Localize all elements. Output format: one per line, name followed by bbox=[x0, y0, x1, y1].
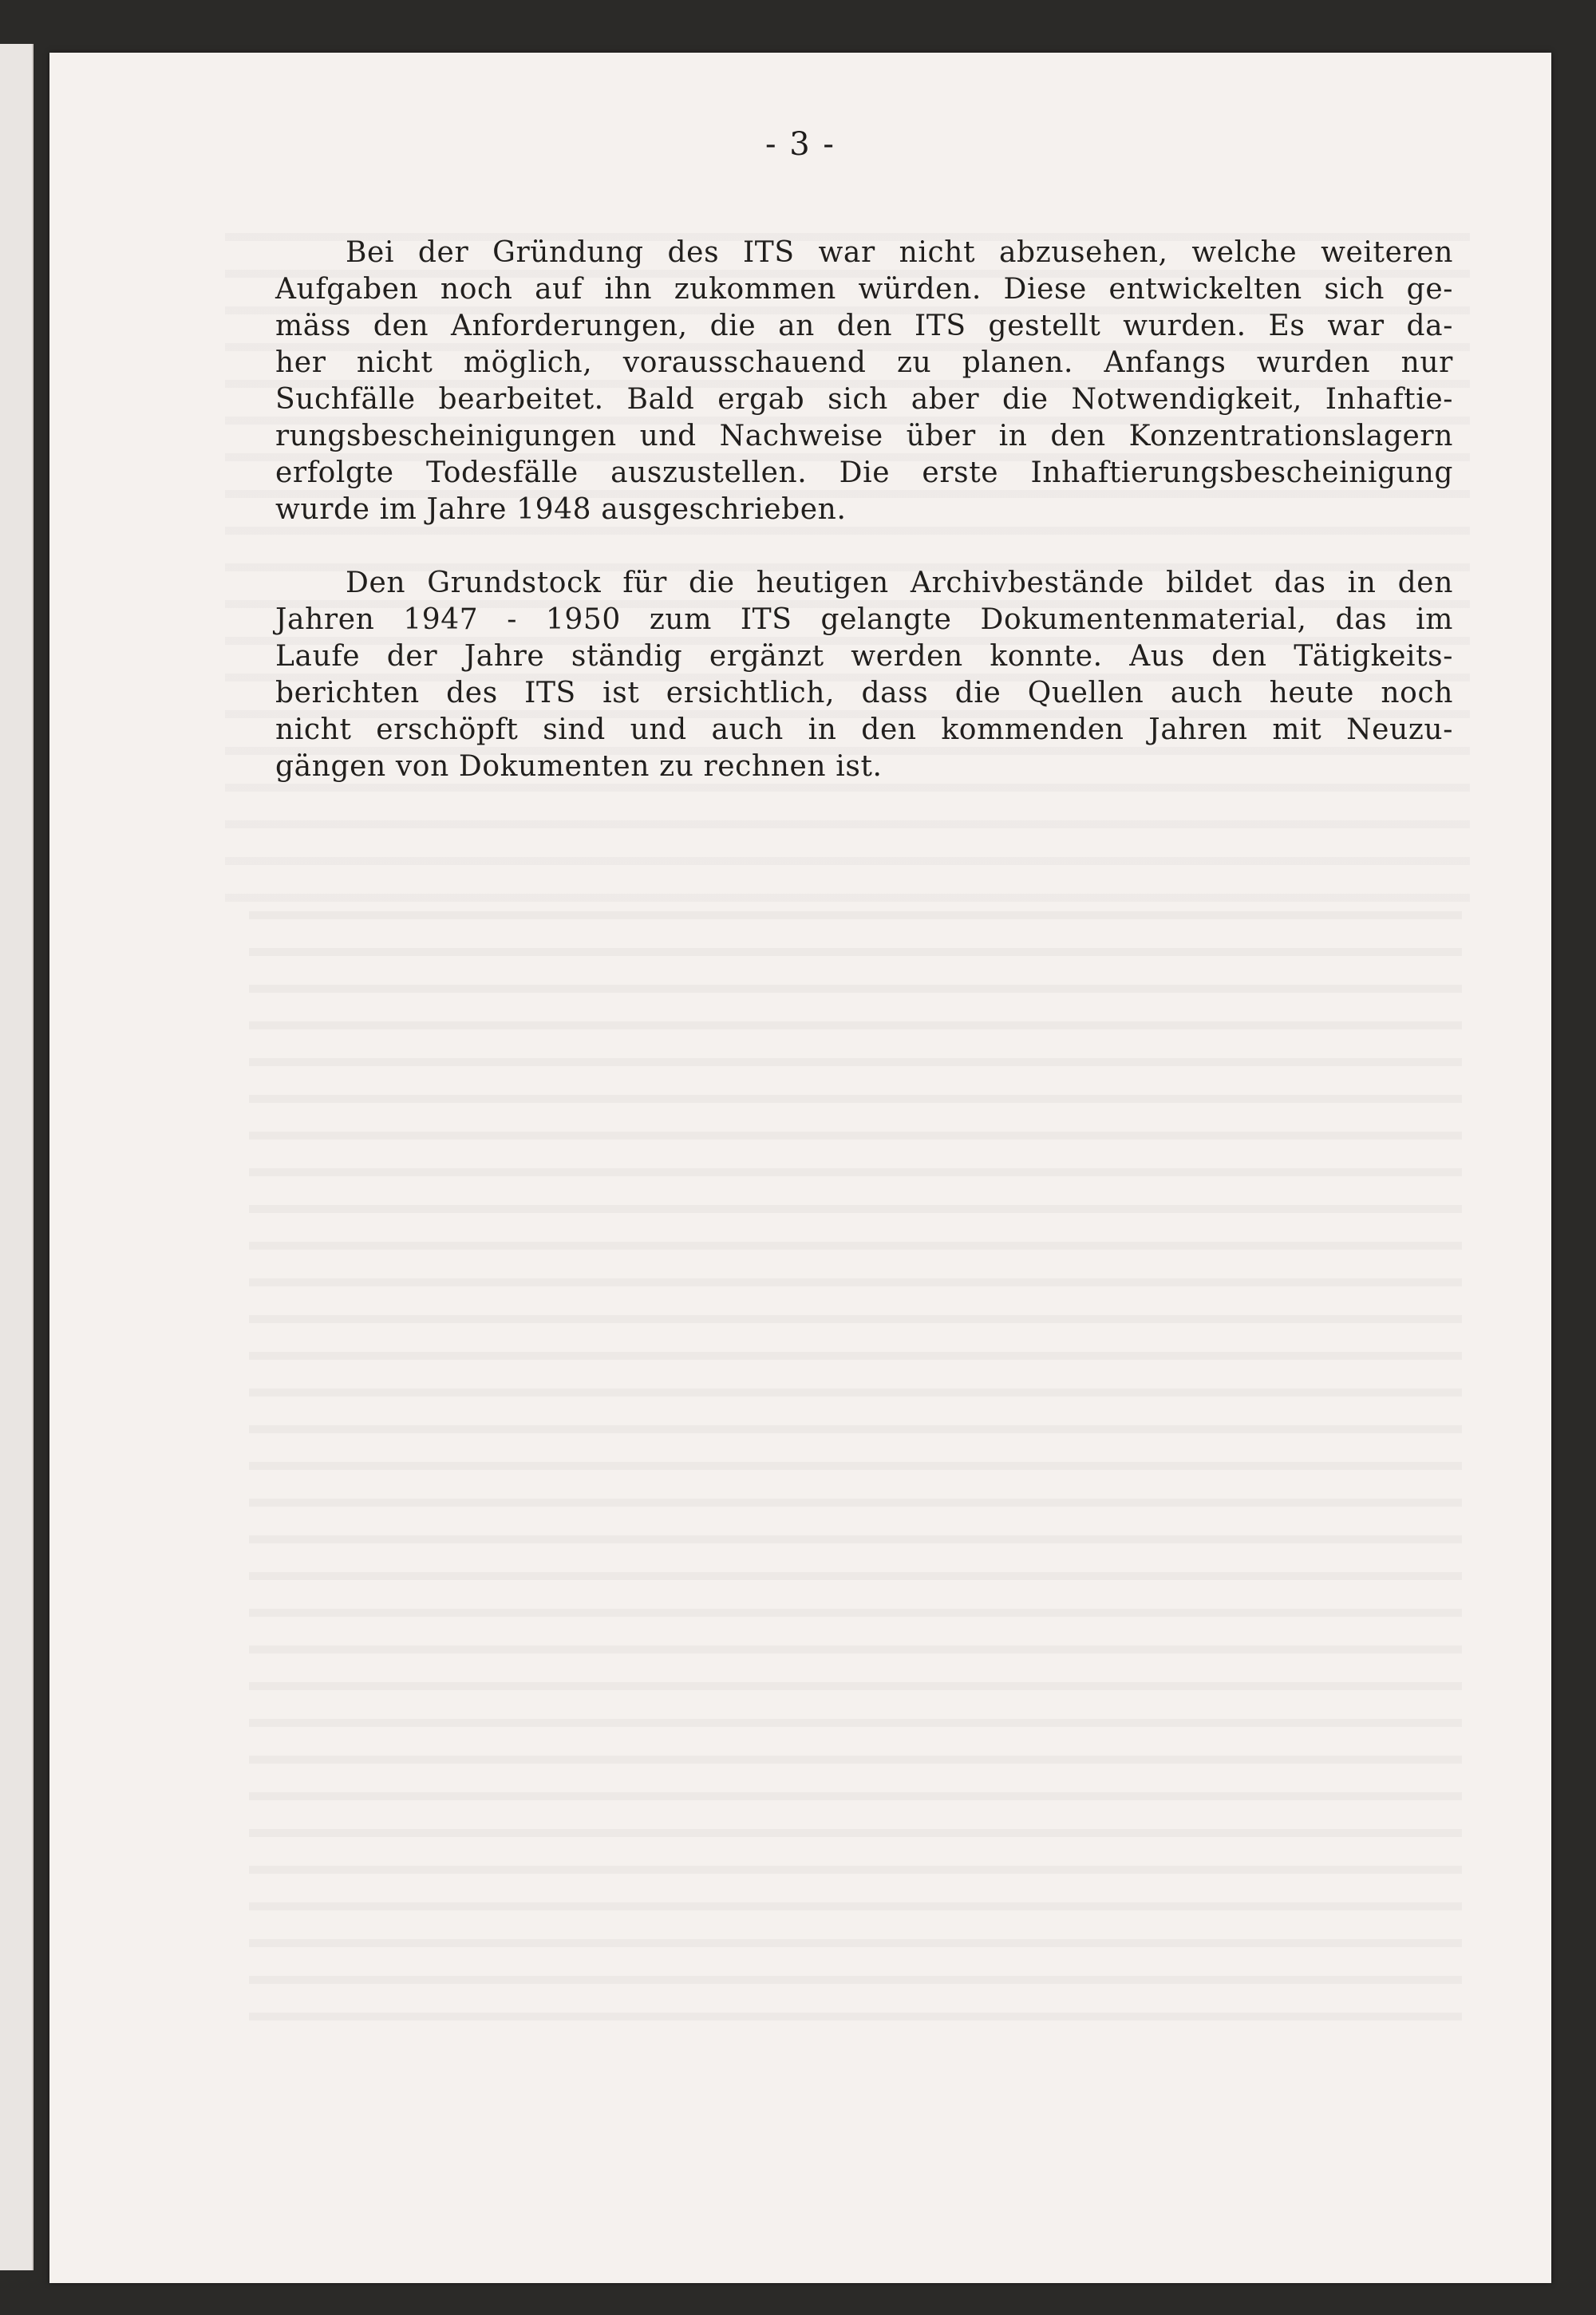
text-line: Aufgaben noch auf ihn zukommen würden. Diese entwickelten sich ge- bbox=[275, 273, 1453, 306]
text-line: mäss den Anforderungen, die an den ITS gestellt wurden. Es war da- bbox=[275, 310, 1453, 342]
text-line: Suchfälle bearbeitet. Bald ergab sich aber die Notwendigkeit, Inhaftie- bbox=[275, 383, 1453, 416]
document-page bbox=[49, 53, 1551, 2283]
page-number: - 3 - bbox=[765, 126, 836, 163]
text-line: erfolgte Todesfälle auszustellen. Die erste Inhaftierungsbescheinigung bbox=[275, 456, 1453, 489]
text-line: her nicht möglich, vorausschauend zu planen. Anfangs wurden nur bbox=[275, 346, 1453, 379]
text-line: gängen von Dokumenten zu rechnen ist. bbox=[275, 750, 883, 783]
paragraph-2 bbox=[275, 565, 1453, 785]
text-line: wurde im Jahre 1948 ausgeschrieben. bbox=[275, 493, 847, 526]
text-line: Den Grundstock für die heutigen Archivbestände bildet das in den bbox=[346, 567, 1453, 599]
bleed-through-text bbox=[249, 891, 1462, 2048]
adjacent-page-edge bbox=[0, 44, 34, 2270]
text-line: nicht erschöpft sind und auch in den kommenden Jahren mit Neuzu- bbox=[275, 713, 1453, 746]
text-line: berichten des ITS ist ersichtlich, dass die Quellen auch heute noch bbox=[275, 677, 1453, 709]
text-line: rungsbescheinigungen und Nachweise über in den Konzentrationslagern bbox=[275, 420, 1453, 452]
text-line: Jahren 1947 - 1950 zum ITS gelangte Dokumentenmaterial, das im bbox=[275, 603, 1453, 636]
text-line: Laufe der Jahre ständig ergänzt werden konnte. Aus den Tätigkeits- bbox=[275, 640, 1453, 673]
text-line: Bei der Gründung des ITS war nicht abzusehen, welche weiteren bbox=[346, 236, 1453, 269]
paragraph-1 bbox=[275, 235, 1453, 528]
